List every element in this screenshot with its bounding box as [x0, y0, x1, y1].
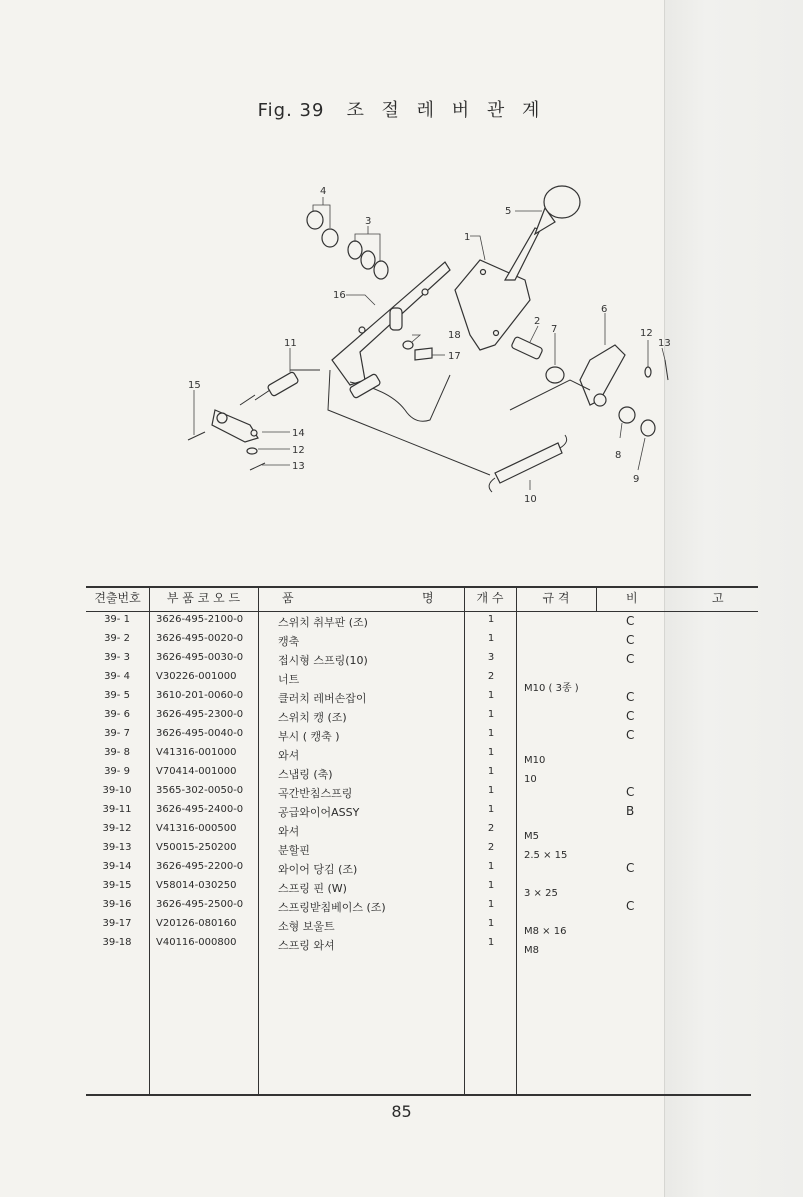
- cell-qty: 2: [487, 823, 495, 834]
- label-18: 18: [448, 330, 461, 341]
- cell-part-name: 접시형 스프링(10): [278, 654, 368, 667]
- cell-part-code: V40116-000800: [156, 937, 237, 948]
- cell-qty: 1: [487, 747, 495, 758]
- cell-part-name: 클러치 레버손잡이: [278, 692, 367, 705]
- cell-remark: C: [626, 728, 635, 742]
- cell-qty: 1: [487, 899, 495, 910]
- cell-part-name: 와이어 당김 (조): [278, 863, 358, 876]
- label-17: 17: [448, 351, 461, 362]
- cell-part-name: 너트: [278, 673, 300, 686]
- figure-title: [0, 96, 803, 122]
- cell-part-name: 부시 ( 캥축 ): [278, 730, 340, 743]
- cell-item-no: 39- 4: [104, 671, 130, 682]
- label-12-left: 12: [292, 445, 305, 456]
- header-remarks-2: 고: [712, 591, 724, 605]
- cell-item-no: 39- 2: [104, 633, 130, 644]
- exploded-parts-diagram: [150, 180, 680, 510]
- cell-spec: 3 × 25: [524, 888, 558, 899]
- cell-part-code: V41316-000500: [156, 823, 237, 834]
- cell-item-no: 39- 1: [104, 614, 130, 625]
- cell-remark: C: [626, 652, 635, 666]
- cell-part-code: V70414-001000: [156, 766, 237, 777]
- header-name-1: 품: [282, 591, 294, 605]
- cell-part-name: 와셔: [278, 825, 300, 838]
- cell-qty: 2: [487, 671, 495, 682]
- label-2: 2: [534, 316, 541, 327]
- cell-part-name: 스위치 캥 (조): [278, 711, 347, 724]
- page-number: 85: [391, 1102, 412, 1121]
- cell-part-code: 3626-495-2300-0: [156, 709, 244, 720]
- cell-item-no: 39-16: [102, 899, 132, 910]
- label-8: 8: [615, 450, 622, 461]
- cell-part-name: 스위치 취부판 (조): [278, 616, 368, 629]
- cell-spec: M10: [524, 755, 546, 766]
- header-item-no: 견출번호: [94, 591, 141, 605]
- header-part-code: 부 품 코 오 드: [166, 591, 241, 605]
- cell-part-code: 3626-495-0020-0: [156, 633, 244, 644]
- cell-qty: 1: [487, 709, 495, 720]
- label-6: 6: [601, 304, 608, 315]
- cell-item-no: 39- 3: [104, 652, 130, 663]
- cell-qty: 1: [487, 861, 495, 872]
- cell-part-code: 3626-495-0040-0: [156, 728, 244, 739]
- cell-part-code: 3626-495-2100-0: [156, 614, 244, 625]
- cell-spec: M8 × 16: [524, 926, 567, 937]
- label-3: 3: [365, 216, 372, 227]
- cell-spec: 10: [524, 774, 537, 785]
- cell-item-no: 39- 5: [104, 690, 130, 701]
- cell-item-no: 39-14: [102, 861, 132, 872]
- cell-part-code: 3626-495-0030-0: [156, 652, 244, 663]
- cell-part-name: 스프링 핀 (W): [278, 882, 347, 895]
- label-9: 9: [633, 474, 640, 485]
- cell-part-code: V20126-080160: [156, 918, 237, 929]
- cell-item-no: 39-18: [102, 937, 132, 948]
- cell-item-no: 39-17: [102, 918, 132, 929]
- cell-item-no: 39-11: [102, 804, 132, 815]
- label-12-right: 12: [640, 328, 653, 339]
- cell-part-code: 3626-495-2200-0: [156, 861, 244, 872]
- label-7: 7: [551, 324, 558, 335]
- lever-shaft: [505, 228, 540, 280]
- cell-qty: 1: [487, 804, 495, 815]
- cell-part-code: 3626-495-2500-0: [156, 899, 244, 910]
- cell-remark: C: [626, 614, 635, 628]
- label-10: 10: [524, 494, 537, 505]
- cell-part-name: 스프링 와셔: [278, 939, 335, 952]
- cell-part-code: V50015-250200: [156, 842, 237, 853]
- cell-part-name: 스프링받침베이스 (조): [278, 901, 386, 914]
- figure-number: Fig. 39: [257, 100, 325, 121]
- label-11: 11: [284, 338, 297, 349]
- cell-part-name: 스냅링 (축): [278, 768, 333, 781]
- label-14: 14: [292, 428, 305, 439]
- cell-part-name: 소형 보울트: [278, 920, 335, 933]
- cell-item-no: 39-10: [102, 785, 132, 796]
- cell-spec: M5: [524, 831, 539, 842]
- cell-qty: 1: [487, 728, 495, 739]
- cell-part-code: 3610-201-0060-0: [156, 690, 244, 701]
- cell-remark: C: [626, 785, 635, 799]
- label-4: 4: [320, 186, 327, 197]
- cell-item-no: 39-13: [102, 842, 132, 853]
- cell-part-name: 공급와이어ASSY: [278, 806, 360, 819]
- cell-qty: 1: [487, 785, 495, 796]
- cell-qty: 1: [487, 633, 495, 644]
- cell-item-no: 39- 7: [104, 728, 130, 739]
- cell-remark: C: [626, 633, 635, 647]
- cell-remark: B: [626, 804, 635, 818]
- cell-spec: M8: [524, 945, 539, 956]
- cell-qty: 1: [487, 918, 495, 929]
- cell-qty: 2: [487, 842, 495, 853]
- cell-qty: 1: [487, 690, 495, 701]
- header-spec: 규 격: [542, 591, 570, 605]
- cell-part-code: 3565-302-0050-0: [156, 785, 244, 796]
- cell-item-no: 39-12: [102, 823, 132, 834]
- cell-item-no: 39- 8: [104, 747, 130, 758]
- label-13-right: 13: [658, 338, 671, 349]
- cell-spec: 2.5 × 15: [524, 850, 568, 861]
- header-name-2: 명: [422, 591, 434, 605]
- cell-item-no: 39- 9: [104, 766, 130, 777]
- cell-item-no: 39- 6: [104, 709, 130, 720]
- cell-remark: C: [626, 899, 635, 913]
- figure-caption: 조 절 레 버 관 계: [346, 100, 546, 121]
- label-1: 1: [464, 232, 471, 243]
- cell-item-no: 39-15: [102, 880, 132, 891]
- cell-part-code: V41316-001000: [156, 747, 237, 758]
- cell-remark: C: [626, 709, 635, 723]
- label-13-left: 13: [292, 461, 305, 472]
- cell-part-code: 3626-495-2400-0: [156, 804, 244, 815]
- cell-part-name: 와셔: [278, 749, 300, 762]
- header-qty: 개 수: [476, 591, 504, 605]
- cell-qty: 1: [487, 614, 495, 625]
- label-5: 5: [505, 206, 512, 217]
- label-16: 16: [333, 290, 346, 301]
- cell-part-name: 분할핀: [278, 844, 310, 857]
- cell-part-name: 캥축: [278, 635, 300, 648]
- cell-qty: 1: [487, 880, 495, 891]
- cell-part-code: V30226-001000: [156, 671, 237, 682]
- cell-remark: C: [626, 861, 635, 875]
- cell-qty: 3: [487, 652, 495, 663]
- cell-qty: 1: [487, 766, 495, 777]
- cell-spec: M10 ( 3종 ): [524, 683, 579, 694]
- return-spring: [495, 443, 562, 483]
- cell-part-code: V58014-030250: [156, 880, 237, 891]
- label-15: 15: [188, 380, 201, 391]
- parts-table: [86, 585, 758, 1095]
- cell-remark: C: [626, 690, 635, 704]
- cell-part-name: 곡간반침스프링: [278, 787, 353, 800]
- header-remarks-1: 비: [626, 591, 638, 605]
- cell-qty: 1: [487, 937, 495, 948]
